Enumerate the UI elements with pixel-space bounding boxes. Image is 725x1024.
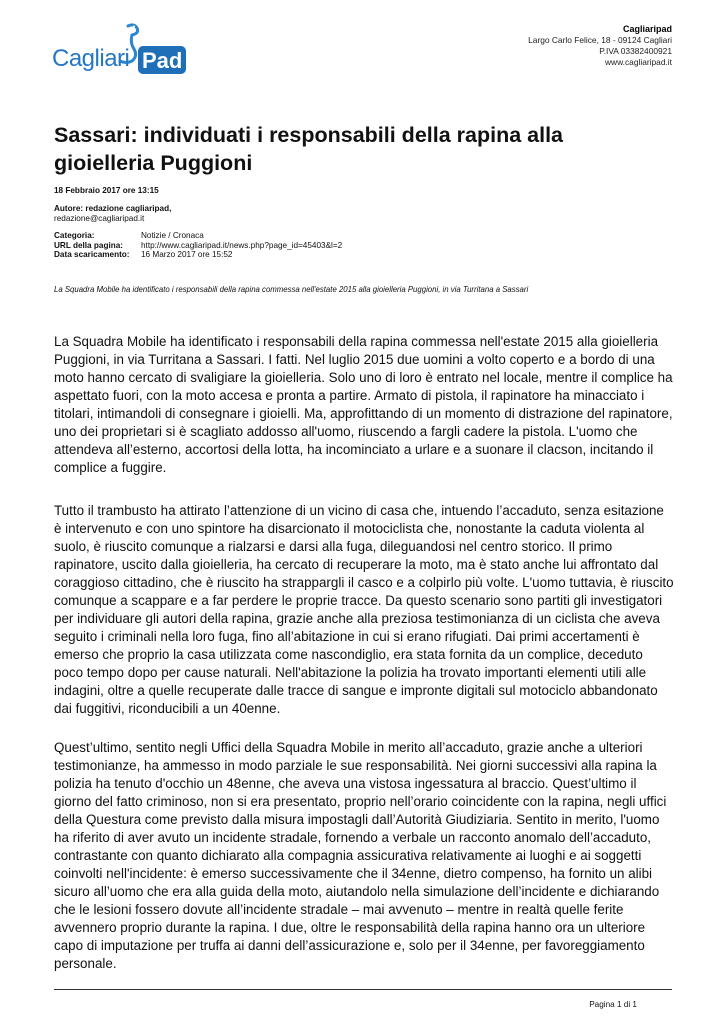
company-info: [528, 24, 672, 68]
meta-key: Data scaricamento:: [54, 250, 130, 260]
author-label: Autore:: [54, 204, 84, 213]
page-number: Pagina 1 di 1: [589, 1000, 637, 1009]
meta-key: Categoria:: [54, 231, 95, 240]
cagliaripad-logo: [50, 22, 190, 84]
article-title: Sassari: individuati i responsabili della rapina alla gioielleria Puggioni: [54, 123, 564, 175]
article-author: [54, 204, 171, 224]
company-address: Largo Carlo Felice, 18 - 09124 Cagliari: [528, 35, 672, 45]
meta-value-url[interactable]: http://www.cagliaripad.it/news.php?page_id=45403&l=2: [141, 240, 343, 250]
flamingo-logo-icon: [50, 22, 190, 84]
author-email[interactable]: redazione@cagliaripad.it: [54, 214, 145, 223]
meta-row-category: [54, 231, 342, 241]
meta-value: Notizie / Cronaca: [141, 231, 204, 240]
meta-key: URL della pagina:: [54, 240, 123, 250]
meta-row-download-date: [54, 250, 342, 260]
image-caption: La Squadra Mobile ha identificato i responsabili della rapina commessa nell'estate 2015 alla gioielleria Puggioni, in via Turritana a Sassari: [54, 285, 529, 294]
article-date: 18 Febbraio 2017 ore 13:15: [54, 186, 159, 195]
company-name: Cagliaripad: [622, 24, 672, 34]
article-paragraph: Tutto il trambusto ha attirato l’attenzione di un vicino di casa che, intuendo l’accaduto, senza esitazione è intervenuto e con uno spintore ha disarcionato il motociclista che, nonostante la caduta violenta al suolo, è riuscito comunque a rialzarsi e darsi alla fuga, dileguandosi nel centro storico. Il primo rapinatore, uscito dalla gioielleria, ha cercato di recuperare la moto, ma è stato anche lui affrontato dal coraggioso cittadino, che è riuscito ha strappargli il casco e a colpirlo più volte. L'uomo tuttavia, è riuscito comunque a scappare e a far perdere le proprie tracce. Da questo scenario sono partiti gli investigatori per individuare gli autori della rapina, grazie anche alla preziosa testimonianza di un ciclista che aveva seguito i criminali nella loro fuga, fino all’abitazione in cui si erano rifugiati. Dai primi accertamenti è emerso che proprio la casa utilizzata come nascondiglio, era stata fornita da un complice, deceduto poco tempo dopo per cause naturali. Nell'abitazione la polizia ha trovato importanti elementi utili alle indagini, oltre a quelle recuperate dalle tracce di sangue e impronte digitali sul motociclo abbandonato dai fuggitivi, riconducibili a un 40enne.: [54, 503, 674, 716]
footer-divider: [54, 989, 672, 990]
meta-row-url: [54, 241, 342, 251]
company-website[interactable]: www.cagliaripad.it: [604, 57, 672, 67]
author-name: redazione cagliaripad,: [85, 204, 172, 213]
company-vat: P.IVA 03382400921: [599, 46, 672, 56]
logo-text-pad: Pad: [142, 48, 183, 73]
article-paragraph: Quest’ultimo, sentito negli Uffici della Squadra Mobile in merito all’accaduto, grazie anche a ulteriori testimonianze, ha ammesso in modo parziale le sue responsabilità. Nei giorni successivi alla rapina la polizia ha tenuto d'occhio un 48enne, che aveva una vistosa ingessatura al braccio. Quest’ultimo il giorno del fatto criminoso, non si era presentato, proprio nell’orario coincidente con la rapina, negli uffici della Questura come previsto dalla misura impostagli dall’Autorità Giudiziaria. Sentito in merito, l'uomo ha riferito di aver avuto un incidente stradale, fornendo a verbale un racconto anomalo dell’accaduto, contrastante con quanto dichiarato alla compagnia assicurativa relativamente ai luoghi e ai soggetti coinvolti nell'incidente: è emerso successivamente che il 34enne, dietro compenso, ha fornito un alibi sicuro all’uomo che era alla guida della moto, aiutandolo nella simulazione dell’incidente e dichiarando che le lesioni fossero dovute all’incidente stradale – mai avvenuto – mentre in realtà quelle ferite avvennero proprio durante la rapina. I due, oltre le responsabilità della rapina hanno ora un ulteriore capo di imputazione per truffa ai danni dell’assicurazione e, solo per il 34enne, per favoreggiamento personale.: [54, 740, 667, 971]
logo-text-cagliari: Cagliari: [52, 45, 130, 72]
article-meta-table: [54, 231, 342, 260]
meta-value: 16 Marzo 2017 ore 15:52: [141, 250, 233, 260]
article-paragraph: La Squadra Mobile ha identificato i responsabili della rapina commessa nell'estate 2015 alla gioielleria Puggioni, in via Turritana a Sassari. I fatti. Nel luglio 2015 due uomini a volto coperto e a bordo di una moto hanno cercato di svaligiare la gioielleria. Solo uno di loro è entrato nel locale, mentre il complice ha aspettato fuori, con la moto accesa e pronta a partire. Armato di pistola, il rapinatore ha minacciato i titolari, intimandoli di consegnare i gioielli. Ma, approfittando di un momento di distrazione del rapinatore, uno dei proprietari si è scagliato addosso all'uomo, riuscendo a fargli cadere la pistola. L'uomo che attendeva all’esterno, accortosi della lotta, ha incominciato a urlare e a suonare il clacson, incitando il complice a fuggire.: [54, 334, 673, 475]
